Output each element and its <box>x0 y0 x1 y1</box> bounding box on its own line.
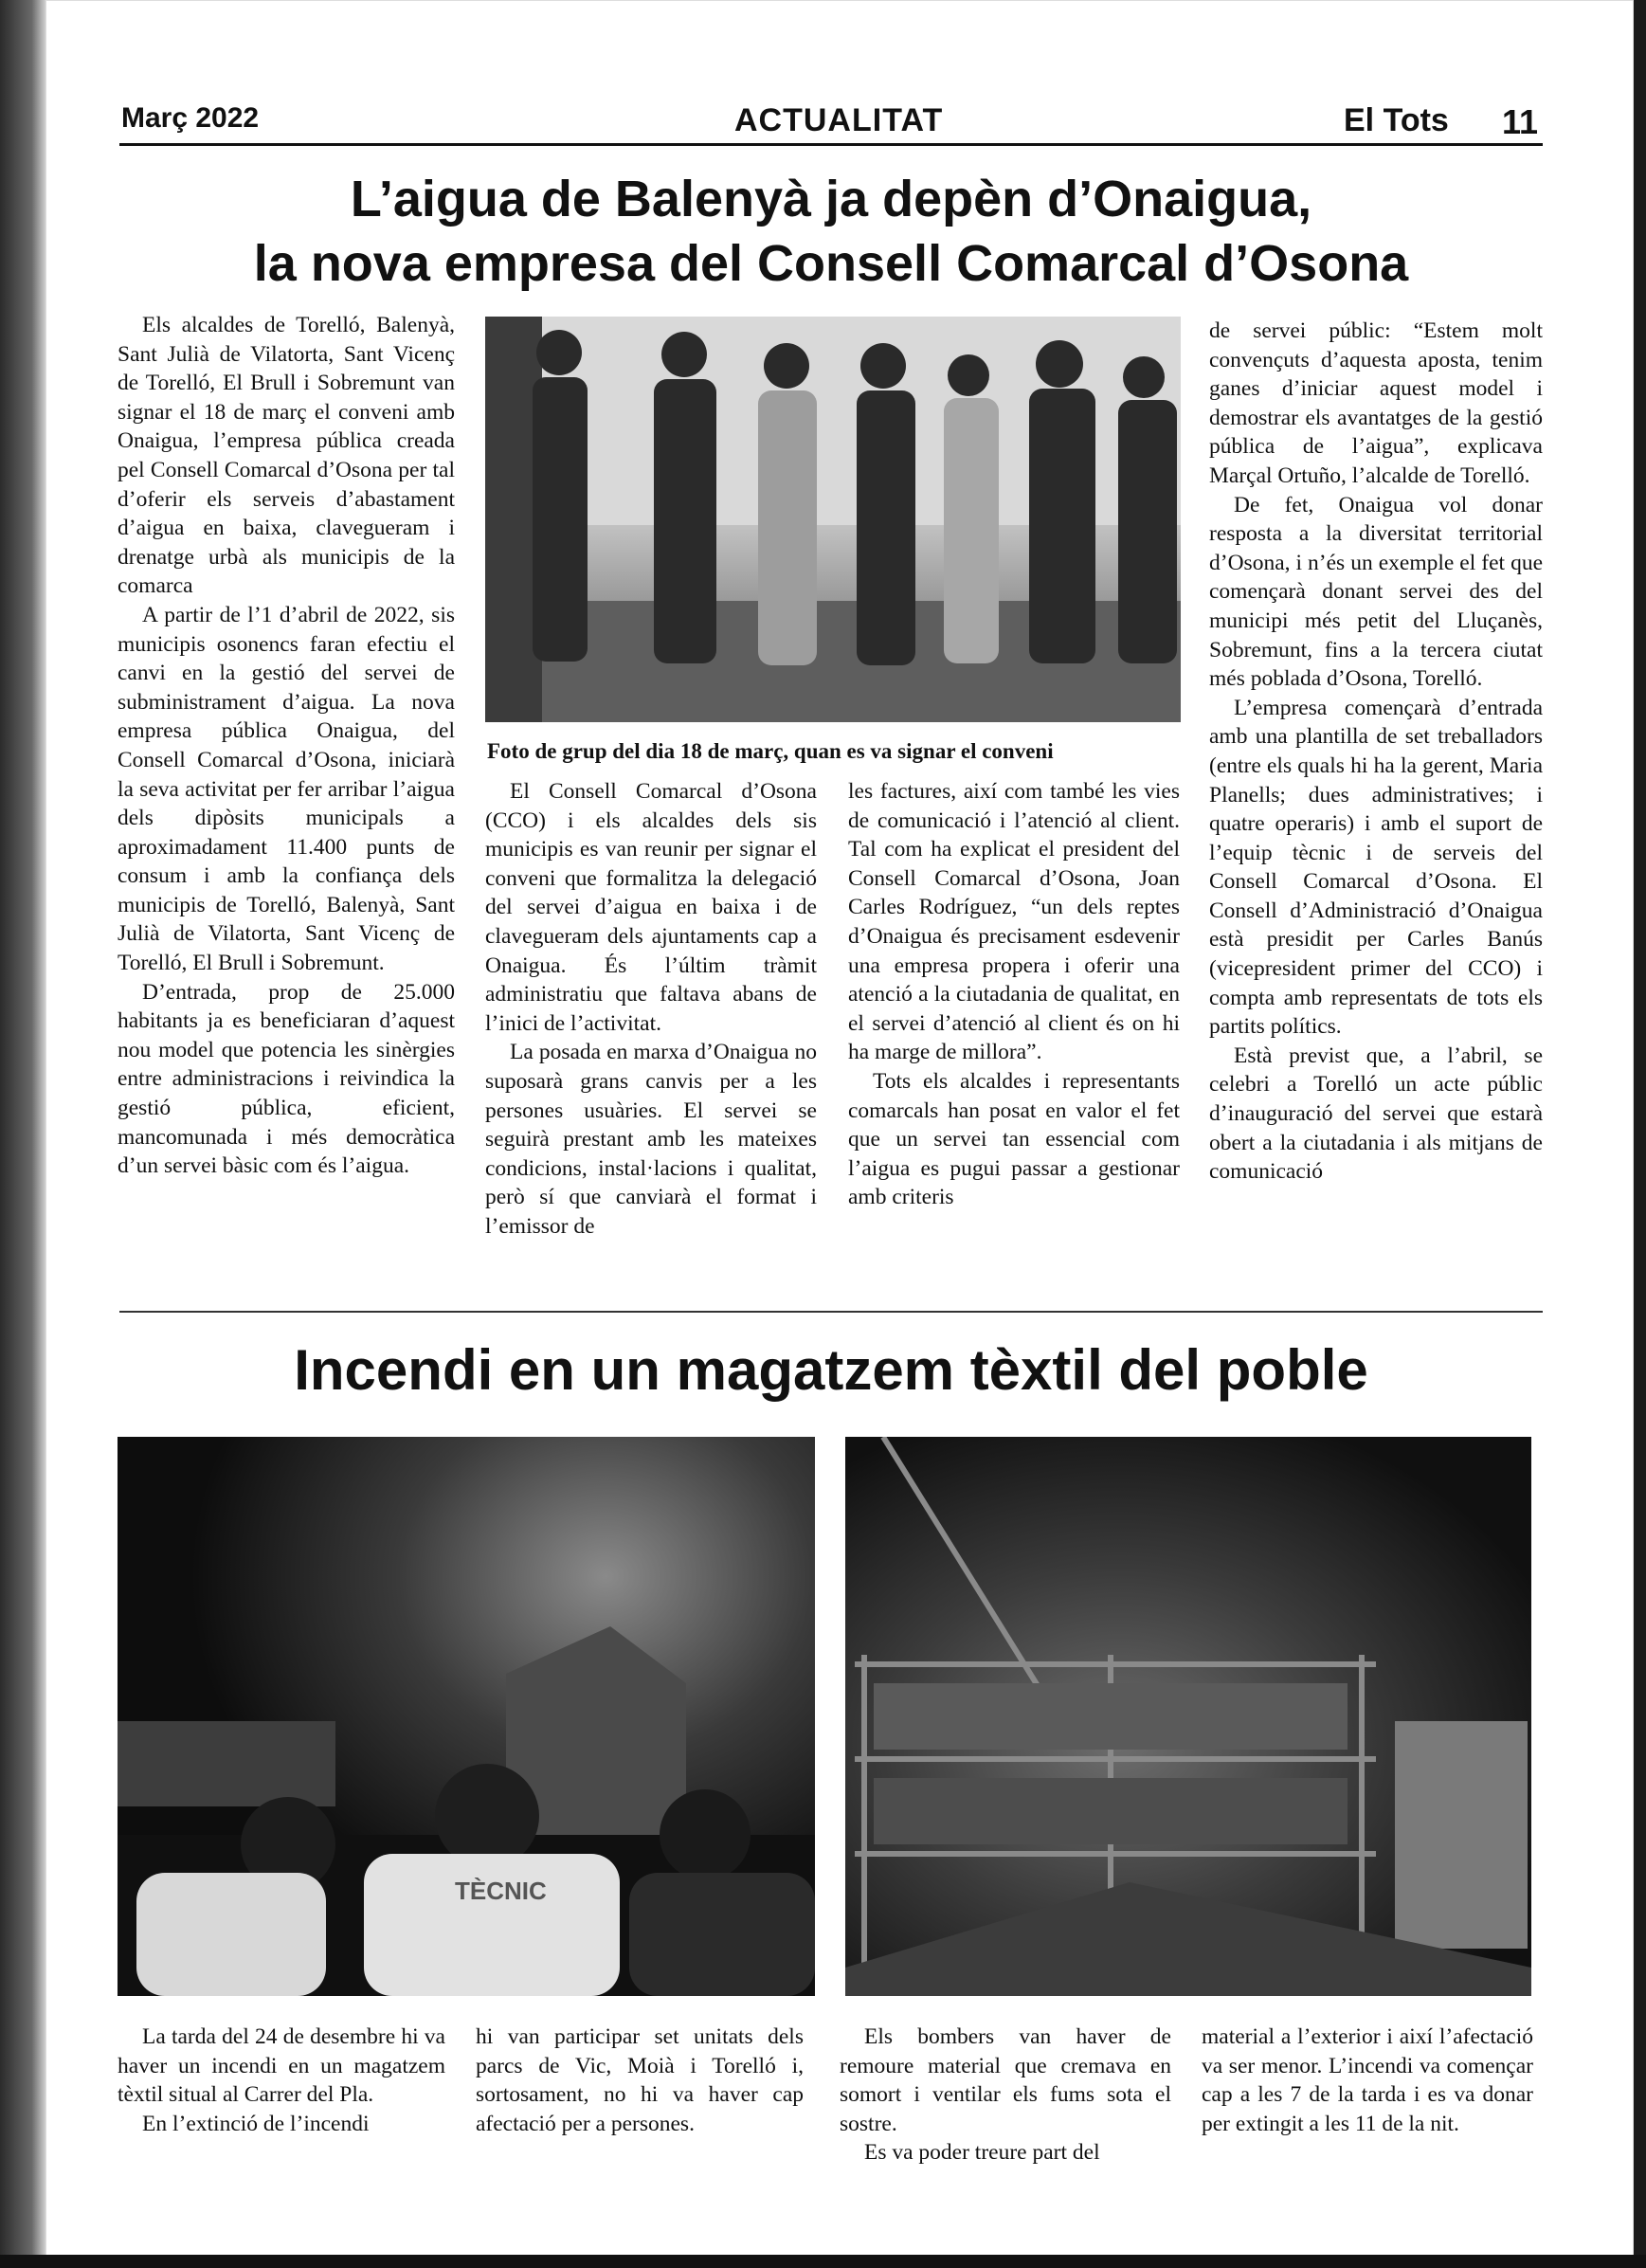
issue-date: Març 2022 <box>121 102 260 134</box>
paragraph: les factures, així com també les vies de comunicació i l’atenció al client. Tal com ha explicat el president del Consell Comarcal d’Osona, Joan Carles Rodríguez, “un dels reptes d’Onaigua és precisament esdevenir una empresa propera i oferir una atenció a la ciutadania de qualitat, en el servei d’atenció al client és on hi ha marge de millora”. <box>848 779 1180 1065</box>
article2-column-3 <box>840 2023 1171 2168</box>
book-spine <box>0 0 45 2268</box>
paragraph: La posada en marxa d’Onaigua no suposarà grans canvis per a les persones usuàries. El servei se seguirà prestant amb les mateixes condicions, instal·lacions i qualitat, però sí que canviarà el format i l’emissor de <box>485 1040 817 1239</box>
header-rule <box>119 143 1543 146</box>
group-photo <box>485 317 1181 722</box>
burnt-warehouse-illustration <box>845 1437 1531 1996</box>
article2-column-4 <box>1202 2023 1533 2138</box>
section-title: ACTUALITAT <box>734 102 944 138</box>
paragraph: Es va poder treure part del <box>864 2140 1100 2166</box>
paragraph: material a l’exterior i així l’afectació va ser menor. L’incendi va començar cap a les 7 de la tarda i es va donar per extingit a les 11 de la nit. <box>1202 2024 1533 2136</box>
paragraph: La tarda del 24 de desembre hi va haver un incendi en un magatzem tèxtil situal al Carrer del Pla. <box>118 2024 445 2108</box>
page-bottom-edge <box>0 2255 1646 2268</box>
article1-column-1 <box>118 311 455 1181</box>
paragraph: hi van participar set unitats dels parcs de Vic, Moià i Torelló i, sortosament, no hi va haver cap afectació per a persones. <box>476 2024 804 2136</box>
fire-scene-photo <box>118 1437 815 1996</box>
publication-name: El Tots <box>1344 102 1449 138</box>
paragraph: A partir de l’1 d’abril de 2022, sis municipis osonencs faran efectiu el canvi en la gestió del servei de subministrament d’aigua. La nova empresa pública Onaigua, del Consell Comarcal d’Osona, iniciarà la seva activitat per fer arribar l’aigua dels dipòsits municipals a aproximadament 11.400 punts de consum i amb la confiança dels municipis de Torelló, Balenyà, Sant Julià de Vilatorta, Sant Vicenç de Torelló, El Brull i Sobremunt. <box>118 602 455 976</box>
article1-column-3 <box>848 777 1180 1212</box>
article1-column-4 <box>1209 317 1543 1187</box>
paragraph: Els alcaldes de Torelló, Balenyà, Sant Julià de Vilatorta, Sant Vicenç de Torelló, El Brull i Sobremunt van signar el 18 de març el conveni amb Onaigua, l’empresa pública creada pel Consell Comarcal d’Osona per tal d’oferir els serveis d’abastament d’aigua en baixa, clavegueram i drenatge urbà als municipis de la comarca <box>118 313 455 599</box>
paragraph: Tots els alcaldes i representants comarcals han posat en valor el fet que un servei tan essencial com l’aigua es pugui passar a gestionar amb criteris <box>848 1068 1180 1210</box>
paragraph: de servei públic: “Estem molt convençuts d’aquesta aposta, tenim ganes d’iniciar aquest model i demostrar els avantatges de la gestió pública de l’aigua”, explicava Marçal Ortuño, l’alcalde de Torelló. <box>1209 318 1543 488</box>
article1-headline-line2: la nova empresa del Consell Comarcal d’Osona <box>253 235 1409 292</box>
paragraph: Els bombers van haver de remoure material que cremava en somort i ventilar els fums sota el sostre. <box>840 2024 1171 2136</box>
paragraph: L’empresa començarà d’entrada amb una plantilla de set treballadors (entre els quals hi ha la gerent, Maria Planells; dues administratives; i quatre operaris) i amb el suport de l’equip tècnic i de serveis del Consell Comarcal d’Osona. El Consell d’Administració d’Onaigua està presidit per Carles Banús (vicepresident primer del CCO) i compta amb representats de tots els partits polítics. <box>1209 695 1543 1040</box>
paragraph: Està previst que, a l’abril, se celebri a Torelló un acte públic d’inauguració del servei que estarà obert a la ciutadania i als mitjans de comunicació <box>1209 1043 1543 1185</box>
article2-column-1 <box>118 2023 445 2138</box>
group-photo-caption: Foto de grup del dia 18 de març, quan es va signar el conveni <box>487 739 1054 763</box>
fire-scene-illustration <box>118 1437 815 1996</box>
page-number: 11 <box>1502 102 1539 141</box>
article-separator <box>119 1311 1543 1313</box>
group-photo-illustration <box>485 317 1181 722</box>
article2-headline: Incendi en un magatzem tèxtil del poble <box>294 1338 1368 1402</box>
paragraph: De fet, Onaigua vol donar resposta a la diversitat territorial d’Osona, i n’és un exemple el fet que començarà donant servei des del municipi més petit del Lluçanès, Sobremunt, fins a la tercera ciutat més poblada d’Osona, Torelló. <box>1209 492 1543 692</box>
article1-headline-line1: L’aigua de Balenyà ja depèn d’Onaigua, <box>350 171 1312 227</box>
article2-column-2 <box>476 2023 804 2138</box>
paragraph: En l’extinció de l’incendi <box>142 2111 370 2136</box>
paragraph: El Consell Comarcal d’Osona (CCO) i els alcaldes dels sis municipis es van reunir per signar el conveni que formalitza la delegació del servei d’aigua en baixa i de clavegueram dels ajuntaments cap a Onaigua. És l’últim tràmit administratiu que faltava abans de l’inici de l’activitat. <box>485 779 817 1036</box>
article1-column-2 <box>485 777 817 1242</box>
burnt-warehouse-photo <box>845 1437 1531 1996</box>
vest-label: TÈCNIC <box>455 1877 547 1905</box>
paragraph: D’entrada, prop de 25.000 habitants ja es beneficiaran d’aquest nou model que potencia les sinèrgies entre administracions i reivindica la gestió pública, eficient, mancomunada i més democràtica d’un servei bàsic com és l’aigua. <box>118 979 455 1179</box>
